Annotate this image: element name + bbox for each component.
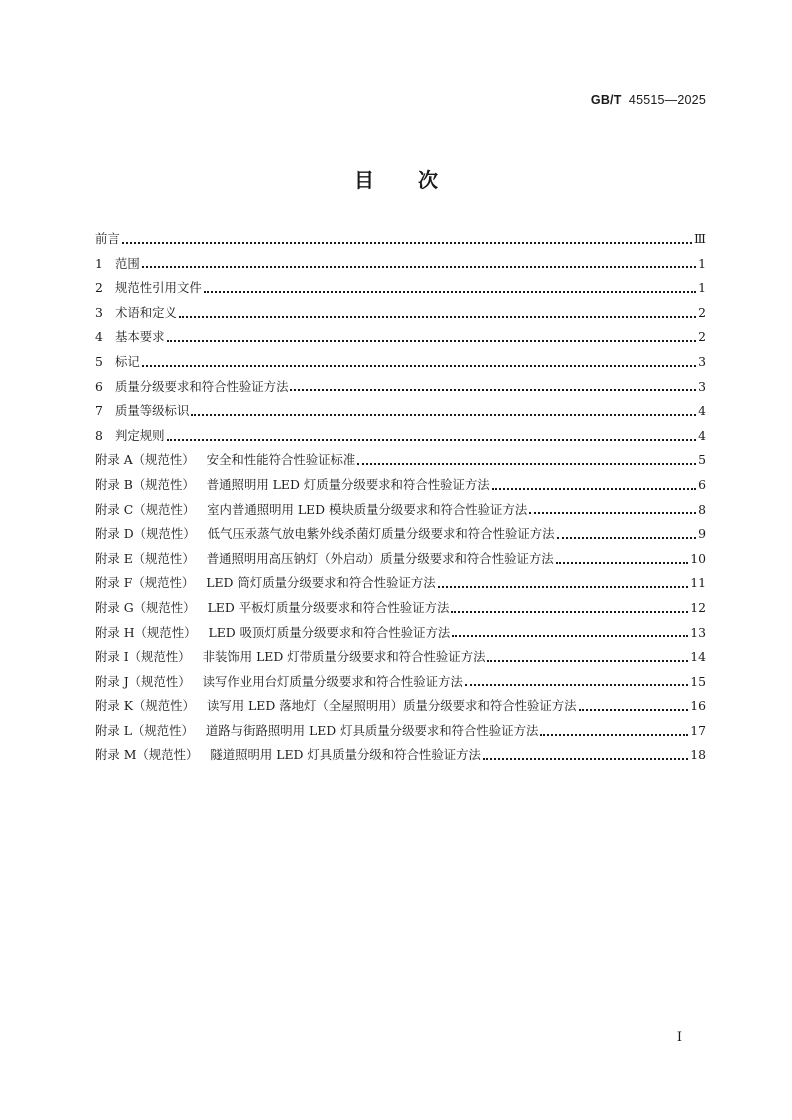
toc-leader-dots: [204, 290, 696, 293]
toc-leader-dots: [290, 388, 696, 391]
toc-leader-dots: [557, 536, 697, 539]
toc-leader-dots: [465, 683, 688, 686]
toc-entry-label: [95, 227, 120, 252]
toc-leader-dots: [122, 241, 692, 244]
toc-entry-page: 9: [698, 526, 706, 542]
toc-entry-title: 普通照明用高压钠灯（外启动）质量分级要求和符合性验证方法: [206, 550, 554, 566]
toc-entry[interactable]: [95, 694, 706, 719]
toc-leader-dots: [492, 487, 696, 490]
toc-entry-label: [95, 473, 490, 498]
toc-entry-label: [95, 571, 436, 596]
toc-entry[interactable]: [95, 743, 706, 768]
toc-entry-annex: 附录 E（规范性）: [95, 550, 195, 566]
toc-entry-page: 8: [698, 501, 706, 517]
toc-entry-title: 质量等级标识: [115, 403, 190, 419]
toc-entry-label: [95, 276, 202, 301]
toc-leader-dots: [451, 610, 688, 613]
table-of-contents: [95, 227, 706, 768]
toc-entry-annex: 附录 H（规范性）: [95, 624, 197, 640]
toc-entry-title: 读写用 LED 落地灯（全屋照明用）质量分级要求和符合性验证方法: [206, 698, 577, 714]
toc-entry[interactable]: [95, 227, 706, 252]
toc-entry-title: LED 吸顶灯质量分级要求和符合性验证方法: [208, 624, 451, 640]
toc-leader-dots: [191, 413, 696, 416]
toc-entry-annex: 附录 F（规范性）: [95, 575, 195, 591]
toc-entry-label: [95, 350, 140, 375]
toc-entry-title: 范围: [115, 255, 140, 271]
toc-entry[interactable]: [95, 596, 706, 621]
toc-entry-label: [95, 719, 538, 744]
toc-entry-title: 标记: [115, 353, 140, 369]
toc-leader-dots: [487, 659, 688, 662]
toc-entry-label: [95, 743, 481, 768]
toc-leader-dots: [556, 561, 689, 564]
toc-entry[interactable]: [95, 473, 706, 498]
toc-entry-page: 14: [690, 649, 706, 665]
toc-entry-label: [95, 596, 449, 621]
toc-entry-number: 3: [95, 304, 103, 320]
toc-entry-title: LED 平板灯质量分级要求和符合性验证方法: [207, 599, 450, 615]
toc-entry[interactable]: [95, 621, 706, 646]
toc-entry-label: [95, 694, 577, 719]
standard-code-number: 45515—2025: [628, 93, 706, 107]
toc-entry-page: 4: [698, 403, 706, 419]
toc-entry-title: 术语和定义: [115, 304, 177, 320]
toc-entry[interactable]: [95, 350, 706, 375]
toc-entry-label: [95, 301, 177, 326]
page-title: [0, 164, 792, 193]
toc-entry-page: Ⅲ: [694, 231, 706, 246]
toc-entry-number: 1: [95, 255, 103, 271]
toc-entry-number: 4: [95, 329, 103, 345]
toc-entry-label: [95, 645, 485, 670]
toc-entry-title: 前言: [95, 231, 120, 246]
toc-entry[interactable]: [95, 399, 706, 424]
toc-entry[interactable]: [95, 670, 706, 695]
toc-entry[interactable]: [95, 424, 706, 449]
toc-entry-number: 5: [95, 353, 103, 369]
toc-entry-page: 15: [690, 673, 706, 689]
toc-entry-title: 非装饰用 LED 灯带质量分级要求和符合性验证方法: [202, 649, 486, 665]
toc-entry[interactable]: [95, 547, 706, 572]
toc-entry-label: [95, 399, 189, 424]
toc-entry-page: 16: [690, 698, 706, 714]
toc-leader-dots: [179, 315, 696, 318]
toc-entry-label: [95, 621, 450, 646]
toc-entry-page: 13: [690, 624, 706, 640]
toc-entry-label: [95, 498, 527, 523]
toc-entry-page: 18: [690, 747, 706, 763]
toc-entry-page: 6: [698, 476, 706, 492]
toc-entry[interactable]: [95, 448, 706, 473]
toc-entry-label: [95, 325, 165, 350]
toc-leader-dots: [438, 585, 689, 588]
toc-leader-dots: [142, 265, 696, 268]
toc-entry-annex: 附录 K（规范性）: [95, 698, 195, 714]
toc-leader-dots: [540, 733, 688, 736]
toc-entry-title: 基本要求: [115, 329, 165, 345]
toc-entry[interactable]: [95, 301, 706, 326]
toc-entry-number: 8: [95, 427, 103, 443]
toc-entry-annex: 附录 A（规范性）: [95, 452, 195, 468]
toc-entry-annex: 附录 L（规范性）: [95, 722, 194, 738]
toc-entry-page: 3: [698, 353, 706, 369]
toc-entry-title: 室内普通照明用 LED 模块质量分级要求和符合性验证方法: [207, 501, 528, 517]
toc-entry-annex: 附录 C（规范性）: [95, 501, 196, 517]
toc-entry-annex: 附录 B（规范性）: [95, 476, 195, 492]
toc-entry-annex: 附录 I（规范性）: [95, 649, 191, 665]
toc-entry-number: 7: [95, 403, 103, 419]
toc-entry-page: 3: [698, 378, 706, 394]
toc-entry-page: 2: [698, 329, 706, 345]
toc-entry[interactable]: [95, 276, 706, 301]
toc-entry-number: 2: [95, 280, 103, 296]
toc-leader-dots: [357, 462, 696, 465]
toc-entry-page: 5: [698, 452, 706, 468]
toc-entry-title: 安全和性能符合性验证标准: [206, 452, 356, 468]
toc-leader-dots: [167, 438, 697, 441]
toc-entry-label: [95, 252, 140, 277]
toc-entry-title: 道路与街路照明用 LED 灯具质量分级要求和符合性验证方法: [205, 722, 539, 738]
toc-entry[interactable]: [95, 375, 706, 400]
toc-entry-label: [95, 448, 355, 473]
toc-leader-dots: [142, 364, 696, 367]
toc-leader-dots: [579, 708, 689, 711]
toc-entry-page: 11: [690, 575, 706, 591]
toc-entry-page: 12: [690, 599, 706, 615]
toc-entry-number: 6: [95, 378, 103, 394]
toc-entry[interactable]: [95, 571, 706, 596]
toc-entry-page: 1: [698, 255, 706, 271]
toc-entry-page: 17: [690, 722, 706, 738]
toc-entry-annex: 附录 G（规范性）: [95, 599, 196, 615]
toc-entry-page: 1: [698, 280, 706, 296]
toc-entry[interactable]: [95, 325, 706, 350]
title-char-2: 次: [418, 168, 438, 192]
toc-leader-dots: [529, 511, 696, 514]
toc-entry-title: 普通照明用 LED 灯质量分级要求和符合性验证方法: [206, 476, 490, 492]
toc-entry-annex: 附录 D（规范性）: [95, 526, 196, 542]
standard-code-prefix: GB/T: [590, 93, 622, 107]
toc-entry-label: [95, 547, 554, 572]
toc-entry[interactable]: [95, 498, 706, 523]
toc-entry-label: [95, 522, 555, 547]
toc-entry-label: [95, 424, 165, 449]
toc-entry[interactable]: [95, 252, 706, 277]
toc-leader-dots: [452, 634, 688, 637]
toc-entry-title: 低气压汞蒸气放电紫外线杀菌灯质量分级要求和符合性验证方法: [207, 526, 555, 542]
toc-entry-title: 判定规则: [115, 427, 165, 443]
toc-leader-dots: [167, 339, 697, 342]
toc-leader-dots: [483, 757, 688, 760]
toc-entry-title: 质量分级要求和符合性验证方法: [115, 378, 289, 394]
toc-entry-label: [95, 375, 288, 400]
toc-entry[interactable]: [95, 522, 706, 547]
title-char-1: 目: [354, 168, 374, 192]
toc-entry-annex: 附录 M（规范性）: [95, 747, 199, 763]
toc-entry-page: 10: [690, 550, 706, 566]
toc-entry-page: 2: [698, 304, 706, 320]
toc-entry[interactable]: [95, 645, 706, 670]
page-number: I: [676, 1030, 682, 1045]
toc-entry-title: 规范性引用文件: [115, 280, 202, 296]
toc-entry-label: [95, 670, 463, 695]
toc-entry-title: 读写作业用台灯质量分级要求和符合性验证方法: [202, 673, 463, 689]
toc-entry-page: 4: [698, 427, 706, 443]
toc-entry-annex: 附录 J（规范性）: [95, 673, 191, 689]
toc-entry-title: LED 筒灯质量分级要求和符合性验证方法: [206, 575, 436, 591]
toc-entry[interactable]: [95, 719, 706, 744]
toc-entry-title: 隧道照明用 LED 灯具质量分级和符合性验证方法: [210, 747, 481, 763]
standard-code: [591, 93, 706, 107]
